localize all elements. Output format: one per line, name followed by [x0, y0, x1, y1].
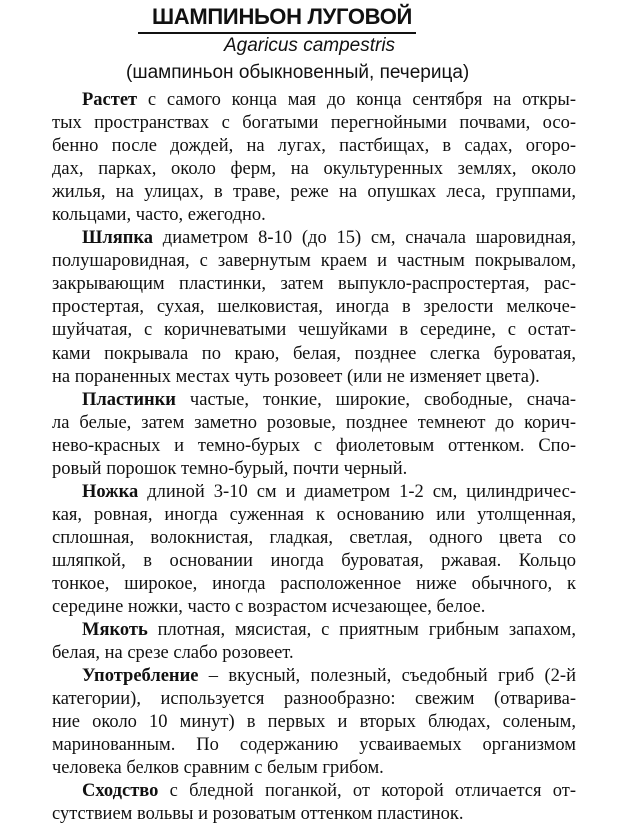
text-line: ками покрывала по краю, белая, позднее слегка буроватая,: [52, 343, 576, 364]
line-text: – вкусный, полезный, съедобный гриб (2-й: [198, 666, 576, 687]
text-line: простертая, сухая, шелковистая, иногда в зрелости мелкоче-: [52, 297, 576, 318]
text-line: человека белков сравним с белым грибом.: [52, 758, 384, 779]
text-line: сутствием вольвы и розоватым оттенком пластинок.: [52, 804, 464, 825]
common-names: (шампиньон обыкновенный, печерица): [126, 62, 470, 83]
text-line: [52, 780, 576, 803]
line-text: с бледной поганкой, от которой отличается от-: [158, 781, 576, 802]
text-line: сплошная, волокнистая, гладкая, светлая, одного цвета со: [52, 527, 576, 548]
line-text: диаметром 8-10 (до 15) см, сначала шаровидная,: [153, 228, 576, 249]
text-line: [52, 619, 576, 642]
text-line: кольцами, часто, ежегодно.: [52, 205, 266, 226]
text-line: [52, 227, 576, 250]
text-line: [52, 481, 576, 504]
term-label: Шляпка: [82, 228, 153, 249]
line-text: плотная, мясистая, с приятным грибным запахом,: [147, 620, 576, 641]
text-line: середине ножки, часто с возрастом исчезающее, белое.: [52, 597, 486, 618]
text-line: нево-красных и темно-бурых с фиолетовым оттенком. Спо-: [52, 435, 576, 456]
title-underline-block: [138, 2, 416, 34]
term-label: Ножка: [82, 481, 139, 502]
text-line: тых пространствах с богатыми перегнойными почвами, осо-: [52, 113, 576, 134]
paragraph-usage: [52, 665, 576, 780]
text-line: полушаровидная, с завернутым краем и частным покрывалом,: [52, 251, 576, 272]
page-title: ШАМПИНЬОН ЛУГОВОЙ: [152, 4, 413, 29]
paragraph-gills: [52, 389, 576, 481]
term-label: Растет: [82, 90, 138, 110]
text-line: ние около 10 минут) в первых и вторых блюдах, соленым,: [52, 712, 576, 733]
text-line: бенно после дождей, на лугах, пастбищах, в садах, огоро-: [52, 136, 576, 157]
text-line: [52, 665, 576, 688]
text-line: категории), используется разнообразно: свежим (отварива-: [52, 689, 576, 710]
line-text: с самого конца мая до конца сентября на откры-: [137, 90, 576, 110]
text-line: [52, 389, 576, 412]
term-label: Мякоть: [82, 620, 148, 641]
paragraph-similarity: [52, 780, 576, 826]
text-line: жилья, на улицах, в траве, реже на опушках леса, группами,: [52, 182, 576, 203]
text-line: шляпкой, в основании иногда буроватая, ржавая. Кольцо: [52, 550, 576, 571]
paragraph-growth: [52, 89, 576, 227]
text-line: белая, на срезе слабо розовеет.: [52, 643, 294, 664]
text-line: шуйчатая, с коричневатыми чешуйками в середине, с остат-: [52, 320, 576, 341]
text-line: ла белые, затем заметно розовые, позднее темнеют до корич-: [52, 412, 576, 433]
text-line: на пораненных местах чуть розовеет (или не изменяет цвета).: [52, 366, 540, 387]
text-line: маринованным. По содержанию усваиваемых организмом: [52, 735, 576, 756]
latin-name: Agaricus campestris: [224, 35, 396, 56]
paragraph-cap: [52, 227, 576, 388]
line-text: длиной 3-10 см и диаметром 1-2 см, цилиндричес-: [138, 481, 576, 502]
text-line: кая, ровная, иногда суженная к основанию или утолщенная,: [52, 504, 576, 525]
paragraph-flesh: [52, 619, 576, 665]
text-line: ровый порошок темно-бурый, почти черный.: [52, 458, 408, 479]
term-label: Сходство: [82, 781, 159, 802]
text-line: закрывающим пластинки, затем выпукло-распростертая, рас-: [52, 274, 576, 295]
term-label: Пластинки: [82, 389, 176, 410]
paragraph-stem: [52, 481, 576, 619]
term-label: Употребление: [82, 666, 199, 687]
article-body: [52, 89, 576, 827]
text-line: [52, 89, 576, 112]
line-text: частые, тонкие, широкие, свободные, снача-: [175, 389, 576, 410]
text-line: тонкое, широкое, иногда расположенное ниже обычного, к: [52, 573, 576, 594]
text-line: дах, парках, около ферм, на окультуренных землях, около: [52, 159, 576, 180]
